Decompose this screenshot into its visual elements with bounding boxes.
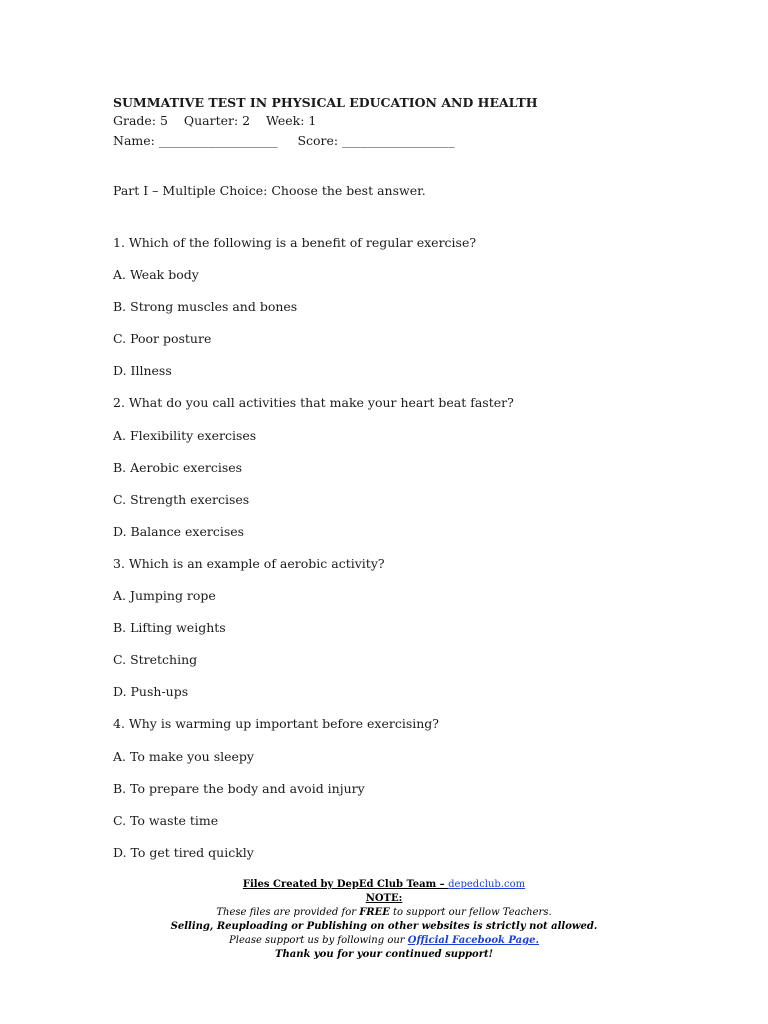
depedclub-link[interactable]: depedclub.com <box>448 879 526 890</box>
question-2-option-b: B. Aerobic exercises <box>113 459 243 475</box>
footer-credit-text: Files Created by DepEd Club Team – <box>242 879 449 890</box>
footer-follow-prefix: Please support us by following our <box>229 935 408 946</box>
test-title: SUMMATIVE TEST IN PHYSICAL EDUCATION AND HEALTH <box>113 95 538 110</box>
question-4-option-a: A. To make you sleepy <box>113 748 254 764</box>
question-2: 2. What do you call activities that make your heart beat faster? <box>113 395 514 411</box>
footer-thanks: Thank you for your continued support! <box>275 949 493 960</box>
question-4-option-d: D. To get tired quickly <box>113 844 254 860</box>
footer-provided-prefix: These files are provided for <box>216 907 360 918</box>
footer-free-word: FREE <box>359 907 390 918</box>
question-1-option-b: B. Strong muscles and bones <box>113 299 298 315</box>
question-2-option-c: C. Strength exercises <box>113 491 250 507</box>
footer-provided-suffix: to support our fellow Teachers. <box>389 907 552 918</box>
footer-provided-row <box>0 906 768 920</box>
question-3-option-b: B. Lifting weights <box>113 620 226 636</box>
grade-quarter-week: Grade: 5 Quarter: 2 Week: 1 <box>113 113 317 128</box>
footer-warning: Selling, Reuploading or Publishing on other websites is strictly not allowed. <box>170 921 598 932</box>
part-instruction: Part I – Multiple Choice: Choose the best answer. <box>113 183 426 198</box>
question-2-option-d: D. Balance exercises <box>113 523 245 539</box>
footer-follow-row <box>0 934 768 948</box>
question-4: 4. Why is warming up important before exercising? <box>113 716 440 732</box>
question-1: 1. Which of the following is a benefit of regular exercise? <box>113 235 477 250</box>
question-3: 3. Which is an example of aerobic activity? <box>113 555 385 571</box>
name-score-line: Name: ___________________ Score: __________________ <box>113 133 455 148</box>
footer-notice <box>0 878 768 962</box>
footer-note-label: NOTE: <box>365 893 403 904</box>
question-4-option-c: C. To waste time <box>113 812 219 828</box>
facebook-page-link[interactable]: Official Facebook Page. <box>407 935 539 946</box>
question-4-option-b: B. To prepare the body and avoid injury <box>113 780 365 796</box>
question-1-option-d: D. Illness <box>113 363 172 379</box>
question-3-option-a: A. Jumping rope <box>113 588 216 604</box>
question-list <box>113 235 514 877</box>
question-1-option-a: A. Weak body <box>113 267 199 283</box>
footer-credit-row <box>0 878 768 892</box>
question-1-option-c: C. Poor posture <box>113 331 212 347</box>
question-3-option-d: D. Push-ups <box>113 684 189 700</box>
question-2-option-a: A. Flexibility exercises <box>113 427 257 443</box>
question-3-option-c: C. Stretching <box>113 652 198 668</box>
